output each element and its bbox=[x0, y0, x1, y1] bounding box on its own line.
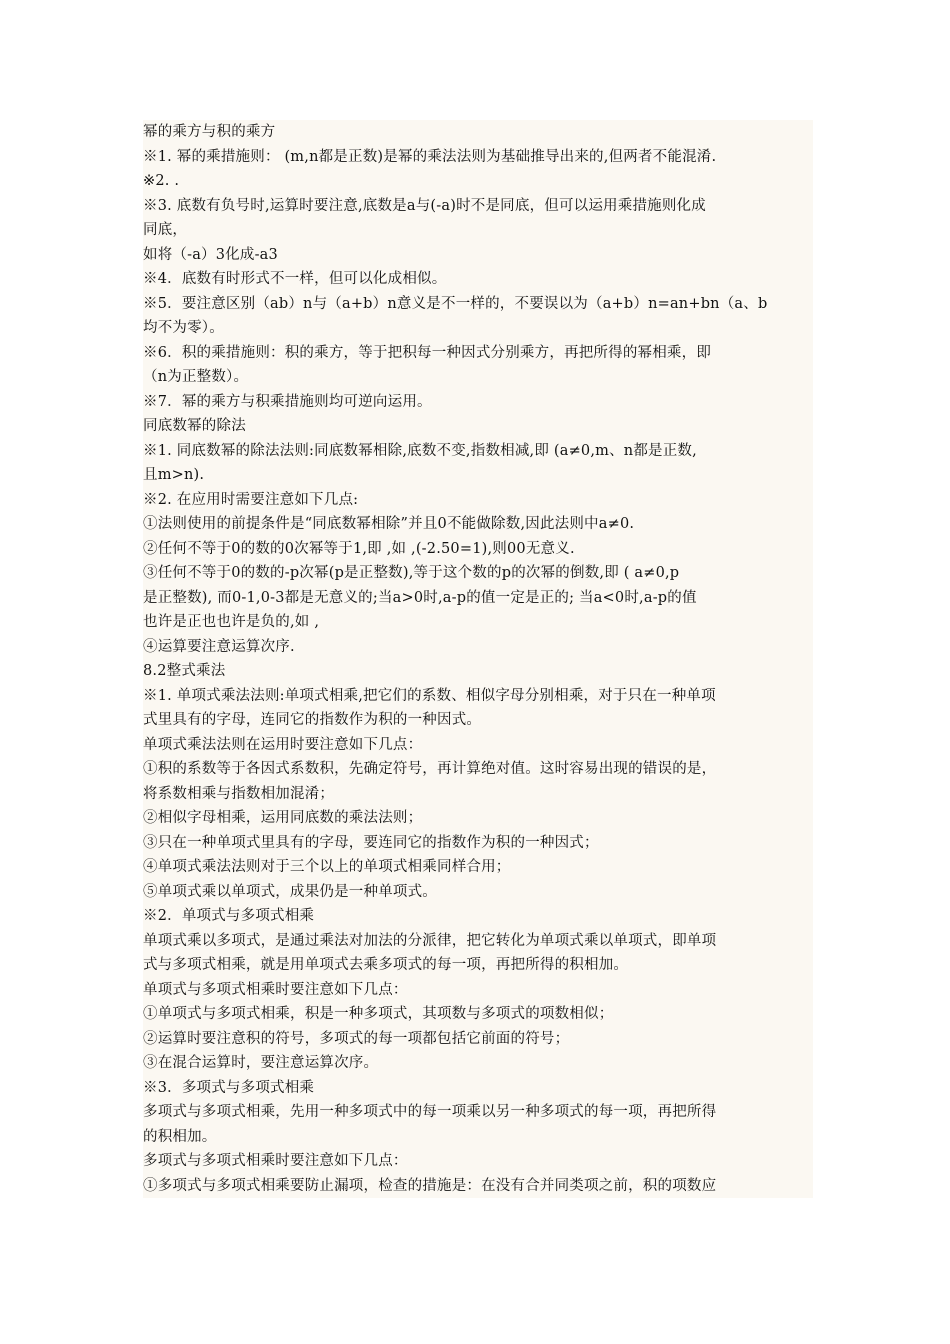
section-heading: 同底数幂的除法 bbox=[143, 418, 246, 434]
text-line: 单项式乘以多项式，是通过乘法对加法的分派律，把它转化为单项式乘以单项式，即单项 bbox=[143, 932, 717, 949]
section-heading: 8.2整式乘法 bbox=[143, 663, 226, 679]
text-line: ②运算时要注意积的符号，多项式的每一项都包括它前面的符号； bbox=[143, 1030, 570, 1047]
text-line: 式里具有的字母，连同它的指数作为积的一种因式。 bbox=[143, 712, 482, 728]
text-line: ※5．要注意区别（ab）n与（a+b）n意义是不一样的，不要误以为（a+b）n=an+bn（a、b bbox=[143, 295, 768, 312]
text-line: ⑤单项式乘以单项式，成果仍是一种单项式。 bbox=[143, 883, 437, 900]
text-line: 同底， bbox=[143, 222, 188, 238]
text-line: ①多项式与多项式相乘要防止漏项，检查的措施是：在没有合并同类项之前，积的项数应 bbox=[143, 1177, 717, 1194]
text-line: 的积相加。 bbox=[143, 1128, 217, 1145]
text-line: 式与多项式相乘，就是用单项式去乘多项式的每一项，再把所得的积相加。 bbox=[143, 957, 629, 973]
text-line: ①法则使用的前提条件是“同底数幂相除”并且0不能做除数,因此法则中a≠0. bbox=[143, 516, 635, 532]
text-line: ※1. 同底数幂的除法法则:同底数幂相除,底数不变,指数相减,即 (a≠0,m、n都是正数, bbox=[143, 442, 697, 459]
section-heading: 幂的乘方与积的乘方 bbox=[143, 124, 276, 140]
text-line: ※7．幂的乘方与积乘措施则均可逆向运用。 bbox=[143, 393, 432, 410]
text-line: 且m>n). bbox=[143, 467, 205, 483]
text-line: （n为正整数）。 bbox=[143, 369, 249, 385]
text-line: ①积的系数等于各因式系数积，先确定符号，再计算绝对值。这时容易出现的错误的是， bbox=[143, 761, 717, 777]
text-line: ※2. . bbox=[143, 173, 180, 189]
text-line: 多项式与多项式相乘，先用一种多项式中的每一项乘以另一种多项式的每一项，再把所得 bbox=[143, 1104, 717, 1120]
text-line: ②相似字母相乘，运用同底数的乘法法则； bbox=[143, 810, 423, 826]
text-line: 多项式与多项式相乘时要注意如下几点： bbox=[143, 1153, 408, 1169]
text-line: ※2. 在应用时需要注意如下几点: bbox=[143, 491, 359, 508]
text-line: 将系数相乘与指数相加混淆； bbox=[143, 785, 335, 802]
text-line: ③只在一种单项式里具有的字母，要连同它的指数作为积的一种因式； bbox=[143, 834, 599, 851]
text-line: ※2．单项式与多项式相乘 bbox=[143, 908, 315, 924]
text-line: ③任何不等于0的数的-p次幂(p是正整数),等于这个数的p的次幂的倒数,即 ( a≠0,p bbox=[143, 565, 680, 581]
text-line: 也许是正也也许是负的,如 , bbox=[143, 614, 320, 630]
text-line: ※1. 单项式乘法法则:单项式相乘,把它们的系数、相似字母分别相乘，对于只在一种单项 bbox=[143, 687, 716, 704]
text-line: ④运算要注意运算次序. bbox=[143, 638, 295, 655]
text-line: ※1. 幂的乘措施则： (m,n都是正数)是幂的乘法法则为基础推导出来的,但两者不能混淆. bbox=[143, 148, 717, 165]
text-line: ※3．多项式与多项式相乘 bbox=[143, 1079, 315, 1096]
text-line: 单项式乘法法则在运用时要注意如下几点： bbox=[143, 736, 423, 753]
text-line: ②任何不等于0的数的0次幂等于1,即 ,如 ,(-2.50=1),则00无意义. bbox=[143, 540, 575, 557]
text-line: ①单项式与多项式相乘，积是一种多项式，其项数与多项式的项数相似； bbox=[143, 1006, 614, 1022]
text-line: ※4．底数有时形式不一样，但可以化成相似。 bbox=[143, 271, 447, 287]
text-line: ③在混合运算时，要注意运算次序。 bbox=[143, 1055, 379, 1071]
text-line: ※6．积的乘措施则：积的乘方，等于把积每一种因式分别乘方，再把所得的幂相乘，即 bbox=[143, 344, 712, 361]
document-page bbox=[143, 120, 813, 1198]
text-line: ④单项式乘法法则对于三个以上的单项式相乘同样合用； bbox=[143, 859, 511, 875]
text-line: ※3. 底数有负号时,运算时要注意,底数是a与(-a)时不是同底，但可以运用乘措施则化成 bbox=[143, 197, 706, 214]
text-line: 如将（-a）3化成-a3 bbox=[143, 246, 278, 263]
text-line: 单项式与多项式相乘时要注意如下几点： bbox=[143, 981, 408, 998]
text-line: 均不为零）。 bbox=[143, 320, 224, 336]
text-line: 是正整数), 而0-1,0-3都是无意义的;当a>0时,a-p的值一定是正的; 当a<0时,a-p的值 bbox=[143, 589, 697, 606]
